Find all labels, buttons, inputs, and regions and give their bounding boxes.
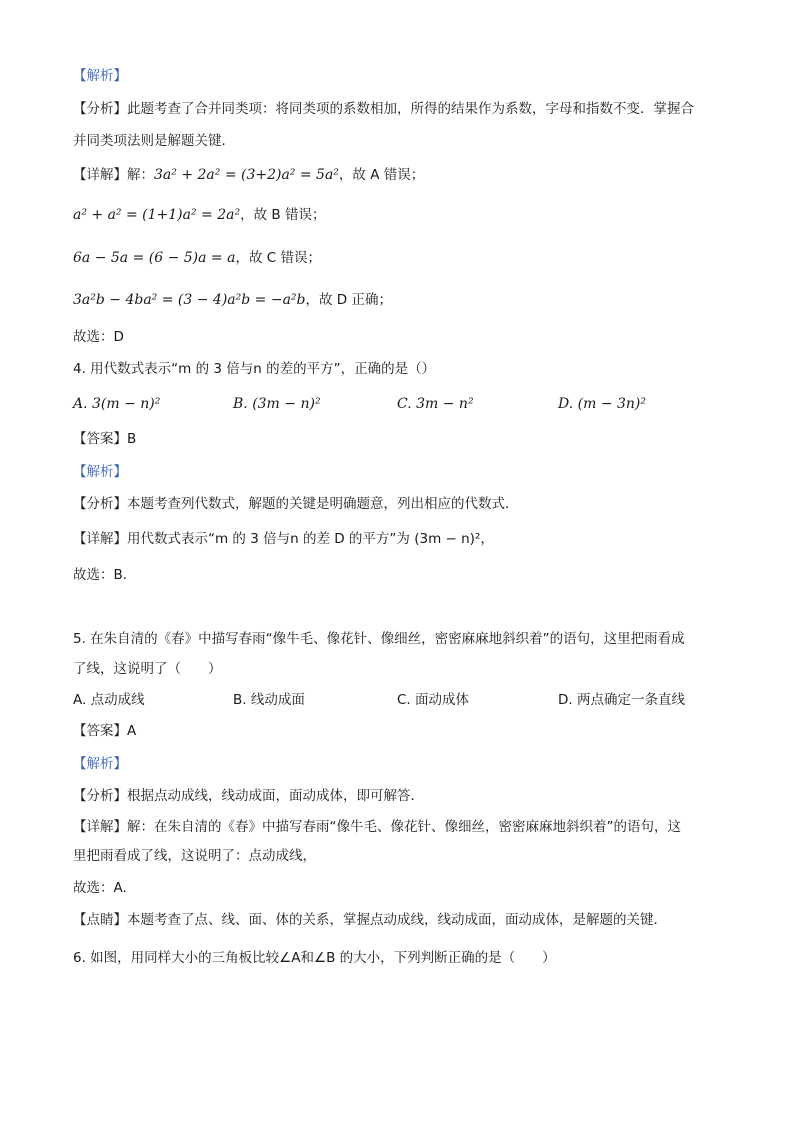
detail-conclusion: ，故 B 错误； xyxy=(240,207,326,223)
question-4-detail: 【详解】用代数式表示“m 的 3 倍与n 的差 D 的平方”为 (3m − n)²， xyxy=(73,531,494,547)
detail-conclusion: ，故 A 错误； xyxy=(338,167,425,183)
question-5-analysis-label: 【解析】 xyxy=(73,756,127,772)
detail-line-a xyxy=(73,165,424,185)
question-6: 6. 如图，用同样大小的三角板比较∠A和∠B 的大小，下列判断正确的是（ ） xyxy=(73,950,556,966)
question-5-option-d: D. 两点确定一条直线 xyxy=(558,692,685,708)
analysis-label: 【解析】 xyxy=(73,68,127,84)
question-4-option-c: C. 3m − n² xyxy=(397,396,474,412)
question-5-detail-line-1: 【详解】解：在朱自清的《春》中描写春雨“像牛毛、像花针、像细丝，密密麻麻地斜织着”的语句，这 xyxy=(73,819,681,835)
question-5-analysis: 【分析】根据点动成线，线动成面，面动成体，即可解答． xyxy=(73,788,424,804)
question-4-option-a: A. 3(m − n)² xyxy=(73,396,161,412)
detail-line-b xyxy=(73,205,325,225)
detail-label: 【详解】解： xyxy=(73,167,154,183)
choice-line: 故选：D xyxy=(73,329,124,345)
math-expression: 3a² + 2a² = (3+2)a² = 5a² xyxy=(154,167,339,183)
detail-conclusion: ，故 D 正确； xyxy=(305,292,392,308)
question-5-comment: 【点睛】本题考查了点、线、面、体的关系，掌握点动成线，线动成面，面动成体，是解题的关键． xyxy=(73,912,667,928)
math-expression: 3a²b − 4ba² = (3 − 4)a²b = −a²b xyxy=(73,292,306,308)
question-5-detail-line-2: 里把雨看成了线，这说明了：点动成线， xyxy=(73,848,316,864)
question-4: 4. 用代数式表示“m 的 3 倍与n 的差的平方”，正确的是（） xyxy=(73,361,436,377)
detail-conclusion: ，故 C 错误； xyxy=(235,250,321,266)
question-4-choice: 故选：B． xyxy=(73,567,137,583)
detail-line-c xyxy=(73,248,321,268)
detail-line-d xyxy=(73,290,392,310)
question-5-choice: 故选：A. xyxy=(73,880,127,896)
question-4-analysis: 【分析】本题考查列代数式，解题的关键是明确题意，列出相应的代数式． xyxy=(73,496,519,512)
question-5-option-b: B. 线动成面 xyxy=(233,692,305,708)
question-5-line-1: 5. 在朱自清的《春》中描写春雨“像牛毛、像花针、像细丝，密密麻麻地斜织着”的语句，这里把雨看成 xyxy=(73,631,685,647)
question-5-answer: 【答案】A xyxy=(73,723,137,739)
analysis-text-line-2: 并同类项法则是解题关键． xyxy=(73,133,235,149)
question-4-option-b: B. (3m − n)² xyxy=(233,396,321,412)
question-4-answer: 【答案】B xyxy=(73,431,137,447)
question-5-line-2: 了线，这说明了（ ） xyxy=(73,661,222,677)
question-5-option-a: A. 点动成线 xyxy=(73,692,145,708)
question-4-analysis-label: 【解析】 xyxy=(73,464,127,480)
analysis-text-line-1: 【分析】此题考查了合并同类项：将同类项的系数相加，所得的结果作为系数，字母和指数不变．掌握合 xyxy=(73,101,694,117)
question-4-option-d: D. (m − 3n)² xyxy=(558,396,646,412)
math-expression: 6a − 5a = (6 − 5)a = a xyxy=(73,250,236,266)
math-expression: a² + a² = (1+1)a² = 2a² xyxy=(73,207,241,223)
question-5-option-c: C. 面动成体 xyxy=(397,692,470,708)
